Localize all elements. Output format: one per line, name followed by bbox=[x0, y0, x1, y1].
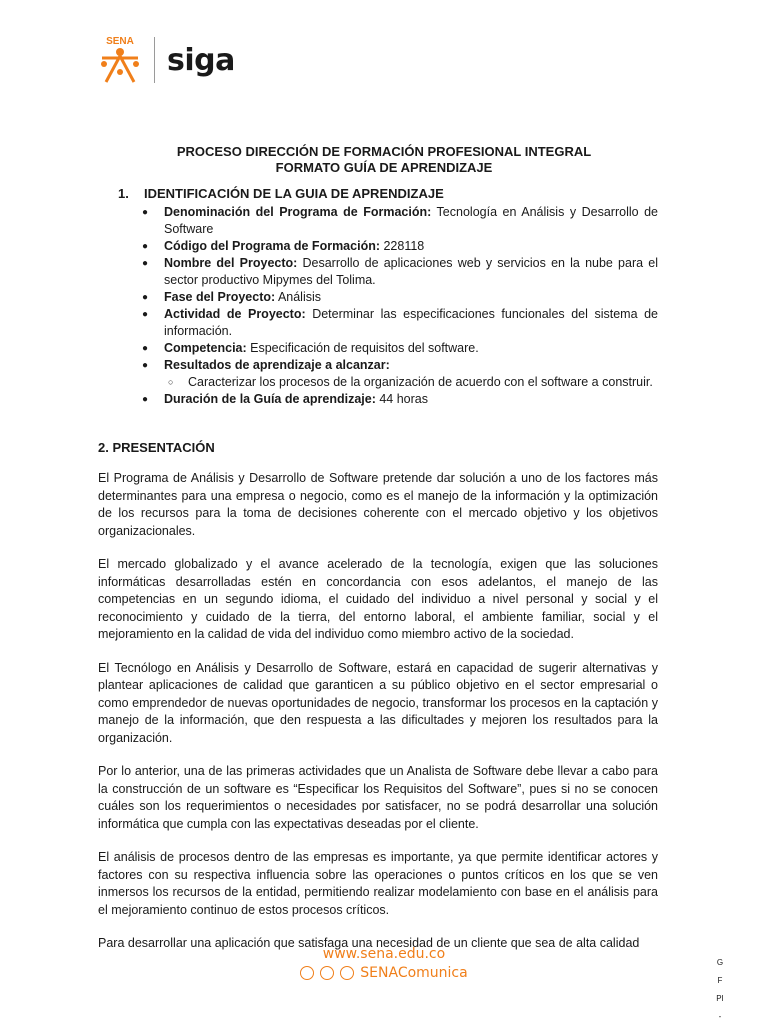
header-logos bbox=[96, 32, 235, 88]
sena-logo bbox=[96, 34, 144, 86]
title-line-1: PROCESO DIRECCIÓN DE FORMACIÓN PROFESIONAL INTEGRAL bbox=[176, 144, 592, 159]
paragraph: El Tecnólogo en Análisis y Desarrollo de Software, estará en capacidad de sugerir alternativas y plantear aplicaciones de calidad que garanticen a su público objetivo en el sector empresarial o como emprendedor de nuevas oportunidades de negocio, transformar los procesos en la captación y manejo de la información, que den respuesta a las dificultades y mejoren los resultados para la organización. bbox=[98, 660, 658, 745]
list-item-project-name: ● Nombre del Proyecto: Desarrollo de aplicaciones web y servicios en la nube para el sector productivo Mipymes del Tolima. bbox=[142, 256, 658, 287]
bullet-icon: ● bbox=[142, 207, 149, 218]
instagram-icon bbox=[340, 966, 354, 980]
presentation-body bbox=[98, 470, 658, 969]
section-1-number: 1. bbox=[118, 186, 129, 201]
paragraph: El mercado globalizado y el avance acelerado de la tecnología, exigen que las soluciones informáticas desarrolladas estén en concordancia con esos adelantos, el manejo de las competencias en un segundo idioma, el cuidado del individuo a nivel personal y social y el reconocimiento y cuidado de la tierra, del entorno laboral, el ambiente familiar, social y el mejoramiento en la calidad de vida del individuo como miembro activo de la sociedad. bbox=[98, 557, 658, 641]
list-item-project-phase: ● Fase del Proyecto: Análisis bbox=[142, 290, 322, 304]
paragraph: El Programa de Análisis y Desarrollo de Software pretende dar solución a uno de los factores más determinantes para una empresa o negocio, como es el manejo de la información y la optimización de los recursos para la toma de decisiones coherente con el mercado objetivo y los objetivos organizacionales. bbox=[98, 471, 658, 538]
bullet-icon: ● bbox=[142, 343, 149, 354]
code-char: PI bbox=[716, 994, 724, 1003]
sena-logo-text: SENA bbox=[106, 36, 134, 47]
sub-list-item: ○ Caracterizar los procesos de la organización de acuerdo con el software a construir. bbox=[168, 375, 653, 389]
title-line-2: FORMATO GUÍA DE APRENDIZAJE bbox=[275, 160, 493, 175]
document-title bbox=[0, 144, 768, 176]
social-handle: SENAComunica bbox=[360, 965, 468, 981]
side-document-code bbox=[708, 954, 732, 1026]
paragraph: El análisis de procesos dentro de las empresas es importante, ya que permite identificar actores y factores con su respectiva influencia sobre las operaciones o puntos críticos en los que se ven inmersos los recursos de la entidad, permitiendo realizar modelamiento con base en el análisis para el mejoramiento continuo de estos procesos críticos. bbox=[98, 850, 658, 917]
footer-social bbox=[300, 965, 467, 981]
siga-logo: siga bbox=[167, 42, 235, 78]
bullet-icon: ● bbox=[142, 241, 149, 252]
list-item-competence: ● Competencia: Especificación de requisitos del software. bbox=[142, 341, 479, 355]
learning-results-sublist bbox=[164, 374, 658, 391]
paragraph: Para desarrollar una aplicación que satisfaga una necesidad de un cliente que sea de alta calidad bbox=[98, 936, 640, 950]
list-item-program-name: ● Denominación del Programa de Formación: Tecnología en Análisis y Desarrollo de Software bbox=[142, 205, 659, 236]
bullet-icon: ● bbox=[142, 292, 149, 303]
bullet-icon: ● bbox=[142, 258, 149, 269]
page-footer bbox=[0, 946, 768, 985]
section-1-title: IDENTIFICACIÓN DE LA GUIA DE APRENDIZAJE bbox=[144, 186, 444, 201]
facebook-icon bbox=[320, 966, 334, 980]
bullet-icon: ● bbox=[142, 309, 149, 320]
twitter-icon bbox=[300, 966, 314, 980]
section-identification bbox=[118, 186, 658, 408]
bullet-icon: ● bbox=[142, 394, 149, 405]
bullet-icon: ● bbox=[142, 360, 149, 371]
identification-list bbox=[118, 204, 658, 408]
list-item-learning-results: ● Resultados de aprendizaje a alcanzar: ○ Caracterizar los procesos de la organización de acuerdo con el software a construir. bbox=[118, 357, 658, 391]
list-item-project-activity: ● Actividad de Proyecto: Determinar las especificaciones funcionales del sistema de información. bbox=[142, 307, 658, 338]
section-2-heading: 2. PRESENTACIÓN bbox=[98, 440, 215, 455]
footer-url[interactable]: www.sena.edu.co bbox=[322, 946, 446, 962]
circle-bullet-icon: ○ bbox=[168, 377, 174, 387]
paragraph: Por lo anterior, una de las primeras actividades que un Analista de Software debe llevar a cabo para la construcción de un software es “Especificar los Requisitos del Software”, pues si no se conocen cuáles son los requerimientos o necesidades por satisfacer, no se podrá desarrollar una solución informática que cumpla con las expectativas deseadas por el cliente. bbox=[98, 764, 658, 831]
code-char: F bbox=[717, 976, 723, 985]
logo-divider bbox=[154, 37, 155, 83]
list-item-program-code: ● Código del Programa de Formación: 228118 bbox=[142, 239, 425, 253]
code-char: G bbox=[716, 958, 724, 967]
list-item-duration: ● Duración de la Guía de aprendizaje: 44 horas bbox=[142, 392, 428, 406]
section-1-heading bbox=[118, 186, 658, 201]
code-char: - bbox=[718, 1012, 722, 1021]
